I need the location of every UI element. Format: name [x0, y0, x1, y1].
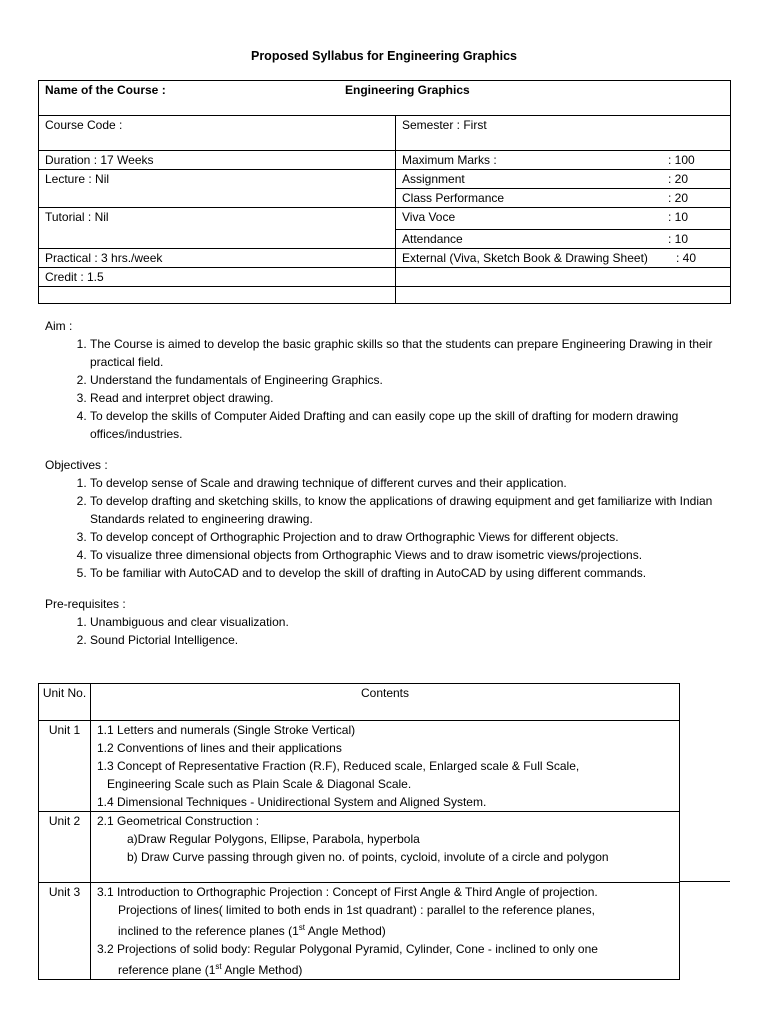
marks-value: : 20 [668, 172, 689, 186]
viva-voce-cell [396, 208, 731, 230]
content-line [97, 958, 673, 979]
contents-header: Contents [91, 684, 680, 721]
list-item: 2. Understand the fundamentals of Engineering Graphics. [90, 371, 725, 389]
attendance-cell [396, 229, 731, 248]
content-line [97, 919, 673, 940]
prerequisites-section [45, 595, 725, 649]
course-info-table [38, 80, 731, 304]
aim-list [45, 335, 725, 443]
empty-cell [39, 287, 396, 304]
course-name-label: Name of the Course : [45, 83, 166, 97]
list-item: 2. To develop drafting and sketching skills, to know the applications of drawing equipment and get familiarize with Indian Standards related to engineering drawing. [90, 492, 725, 528]
marks-label: Class Performance [402, 191, 505, 205]
marks-label: Viva Voce [402, 210, 456, 224]
content-line: 1.3 Concept of Representative Fraction (R.F), Reduced scale, Enlarged scale & Full Scale, [97, 759, 580, 773]
course-code-cell: Course Code : [39, 116, 396, 151]
content-line: 1.2 Conventions of lines and their applications [97, 741, 342, 755]
course-name-value: Engineering Graphics [345, 83, 470, 97]
content-text: Angle Method) [221, 963, 303, 977]
content-line: b) Draw Curve passing through given no. of points, cycloid, involute of a circle and polygon [127, 850, 609, 864]
unit-contents [91, 721, 680, 812]
list-item: 1. To develop sense of Scale and drawing technique of different curves and their application. [90, 474, 725, 492]
max-marks-cell [396, 151, 731, 170]
list-item: 5. To be familiar with AutoCAD and to develop the skill of drafting in AutoCAD by using different commands. [90, 564, 725, 582]
empty-cell [396, 268, 731, 287]
objectives-section [45, 456, 725, 582]
divider [679, 881, 730, 882]
table-row [39, 883, 680, 980]
external-cell [396, 249, 731, 268]
semester-cell: Semester : First [396, 116, 731, 151]
prerequisites-list [45, 613, 725, 649]
list-item: 4. To develop the skills of Computer Aided Drafting and can easily cope up the skill of drafting for modern drawing offices/industries. [90, 407, 725, 443]
table-row [39, 721, 680, 812]
course-name-row [39, 81, 731, 116]
marks-label: Attendance [402, 231, 463, 246]
objectives-list [45, 474, 725, 582]
unit-label: Unit 2 [39, 812, 91, 883]
assignment-cell [396, 170, 731, 189]
marks-value: : 20 [668, 191, 689, 205]
tutorial-cell: Tutorial : Nil [39, 208, 396, 249]
page-title: Proposed Syllabus for Engineering Graphics [250, 49, 518, 63]
objectives-heading: Objectives : [45, 458, 108, 472]
aim-heading: Aim : [45, 319, 73, 333]
content-line: 2.1 Geometrical Construction : [97, 814, 260, 828]
content-text: reference plane (1 [118, 963, 216, 977]
marks-label: External (Viva, Sketch Book & Drawing Sheet) [402, 251, 648, 265]
content-line: 3.1 Introduction to Orthographic Projection : Concept of First Angle & Third Angle of projection. [97, 885, 598, 899]
content-line: Projections of lines( limited to both ends in 1st quadrant) : parallel to the reference planes, [118, 903, 595, 917]
content-line: a)Draw Regular Polygons, Ellipse, Parabola, hyperbola [127, 832, 420, 846]
content-line: Engineering Scale such as Plain Scale & Diagonal Scale. [107, 777, 412, 791]
table-row [39, 812, 680, 883]
unit-label: Unit 3 [39, 883, 91, 980]
marks-value: : 10 [668, 231, 689, 246]
lecture-cell: Lecture : Nil [39, 170, 396, 208]
list-item: 3. To develop concept of Orthographic Projection and to draw Orthographic Views for different objects. [90, 528, 725, 546]
content-line: 3.2 Projections of solid body: Regular Polygonal Pyramid, Cylinder, Cone - inclined to only one [97, 942, 598, 956]
class-performance-cell [396, 189, 731, 208]
marks-label: Assignment [402, 172, 465, 186]
list-item: 1. Unambiguous and clear visualization. [90, 613, 725, 631]
credit-cell: Credit : 1.5 [39, 268, 396, 287]
empty-cell [396, 287, 731, 304]
content-line: 1.4 Dimensional Techniques - Unidirectional System and Aligned System. [97, 795, 487, 809]
unit-contents [91, 812, 680, 883]
superscript: st [298, 923, 306, 932]
marks-value: : 100 [668, 153, 695, 167]
units-table [38, 683, 680, 980]
list-item: 2. Sound Pictorial Intelligence. [90, 631, 725, 649]
marks-label: Maximum Marks : [402, 153, 497, 167]
duration-cell: Duration : 17 Weeks [39, 151, 396, 170]
content-line: 1.1 Letters and numerals (Single Stroke Vertical) [97, 723, 356, 737]
aim-section [45, 317, 725, 443]
practical-cell: Practical : 3 hrs./week [39, 249, 396, 268]
list-item: 1. The Course is aimed to develop the basic graphic skills so that the students can prepare Engineering Drawing in their practical field. [90, 335, 725, 371]
content-text: Angle Method) [305, 924, 386, 938]
list-item: 4. To visualize three dimensional objects from Orthographic Views and to draw isometric views/projections. [90, 546, 725, 564]
superscript: st [215, 962, 222, 971]
unit-contents [91, 883, 680, 980]
marks-value: : 40 [676, 251, 697, 265]
prerequisites-heading: Pre-requisites : [45, 597, 126, 611]
marks-value: : 10 [668, 210, 689, 224]
unit-no-header: Unit No. [39, 684, 91, 721]
list-item: 3. Read and interpret object drawing. [90, 389, 725, 407]
unit-label: Unit 1 [39, 721, 91, 812]
content-text: inclined to the reference planes (1 [118, 924, 299, 938]
